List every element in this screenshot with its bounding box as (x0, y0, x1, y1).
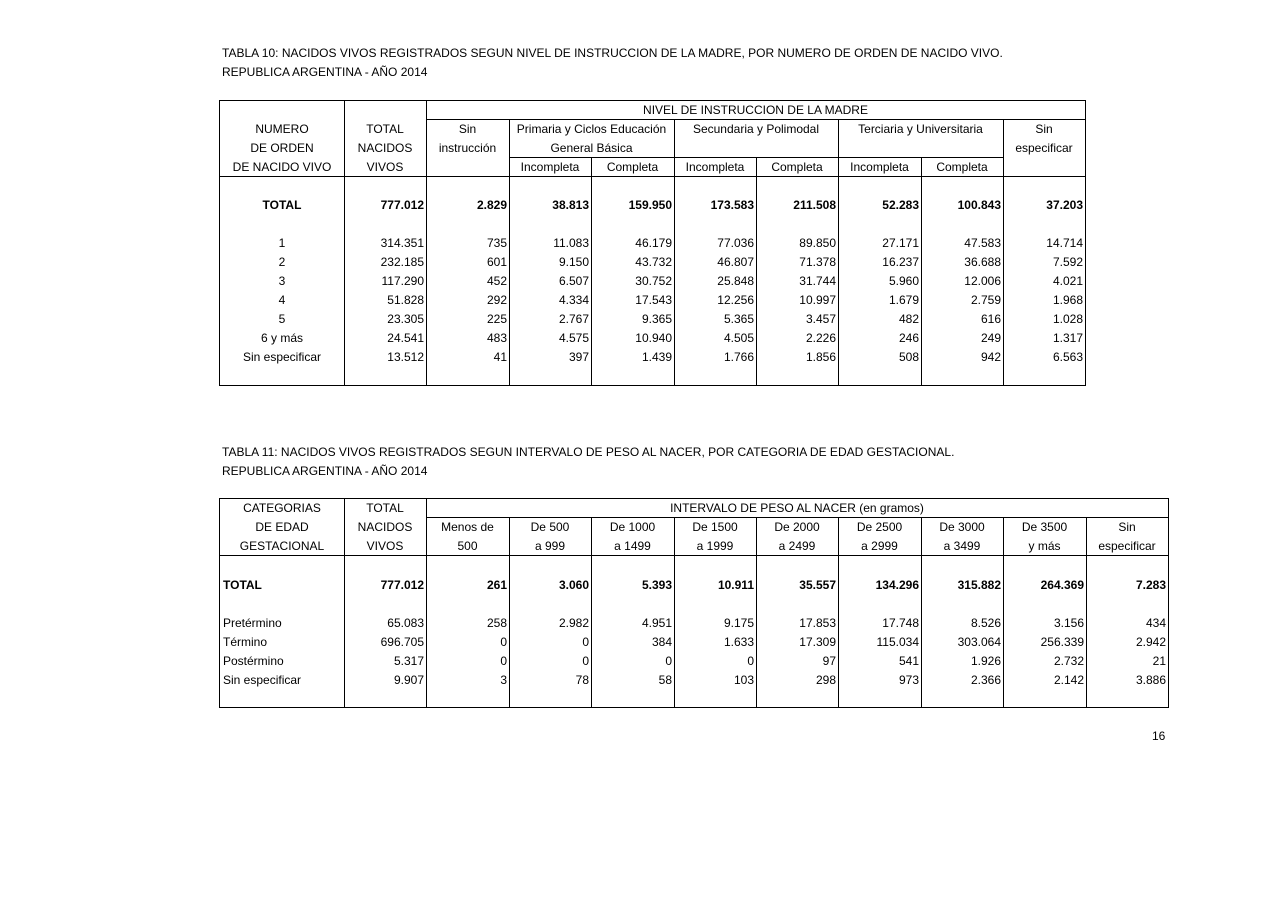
table11-row-label: Término (223, 635, 268, 649)
table10-cell: 4.021 (1052, 274, 1083, 288)
table10-cell: 12.256 (717, 293, 754, 307)
table11-weight-header: De 3000 (939, 520, 985, 534)
table10-cell: 2.759 (970, 293, 1001, 307)
table10-cell: 16.237 (882, 255, 919, 269)
table10-cell: 483 (486, 331, 507, 345)
table10-cell: 508 (898, 350, 919, 364)
table10-cell: 452 (486, 274, 507, 288)
table10-row-label: 1 (278, 236, 286, 250)
table11-cell: 264.369 (1040, 578, 1084, 592)
header-terciaria: Terciaria y Universitaria (858, 122, 983, 136)
table10-cell: 38.813 (552, 198, 589, 212)
table11-weight-header: a 999 (534, 539, 566, 553)
header-categorias: CATEGORIAS (243, 501, 321, 515)
table11-cell: 261 (486, 578, 507, 592)
table11-cell: 7.283 (1135, 578, 1166, 592)
table10-cell: 616 (980, 312, 1001, 326)
table10-title: TABLA 10: NACIDOS VIVOS REGISTRADOS SEGUN NIVEL DE INSTRUCCION DE LA MADRE, POR NUMERO DE ORDEN DE NACIDO VIVO. (222, 46, 1003, 60)
table10-cell: 4.334 (558, 293, 589, 307)
table10-cell: 1.856 (805, 350, 836, 364)
table10-cell: 1.968 (1052, 293, 1083, 307)
page-number: 16 (1152, 729, 1166, 743)
table11-cell: 973 (898, 673, 919, 687)
table11-cell: 0 (582, 635, 589, 649)
table11-subtitle: REPUBLICA ARGENTINA - AÑO 2014 (222, 464, 428, 478)
table10-cell: 37.203 (1046, 198, 1083, 212)
table11-cell: 97 (822, 654, 836, 668)
header-vivos: VIVOS (366, 160, 404, 174)
table10-cell: 10.997 (799, 293, 836, 307)
table11-cell: 3.886 (1135, 673, 1166, 687)
table10-cell: 31.744 (799, 274, 836, 288)
table11-cell: 384 (651, 635, 672, 649)
sub-completa-secundaria: Completa (771, 160, 823, 174)
table11-weight-header: De 2500 (856, 520, 903, 534)
header-primaria-1: Primaria y Ciclos Educación (516, 122, 667, 136)
table10-cell: 2.226 (805, 331, 836, 345)
table11-row-label: Pretérmino (223, 616, 282, 630)
table11-cell: 0 (747, 654, 754, 668)
table11-cell: 5.393 (641, 578, 672, 592)
table11-cell: 298 (815, 673, 836, 687)
table10-cell: 46.807 (717, 255, 754, 269)
table10-cell: 89.850 (799, 236, 836, 250)
table11-cell: 0 (665, 654, 672, 668)
header-sin-especificar-1: Sin (1035, 122, 1053, 136)
table11-cell: 4.951 (641, 616, 672, 630)
table11-cell: 103 (733, 673, 754, 687)
table11-cell: 2.142 (1053, 673, 1084, 687)
table10-cell: 1.028 (1052, 312, 1083, 326)
table11-weight-header: a 1499 (614, 539, 651, 553)
table11-cell: 115.034 (876, 635, 919, 649)
header-vivos: VIVOS (366, 539, 404, 553)
table11-cell: 777.012 (380, 578, 424, 592)
table10-row-label: 4 (278, 293, 286, 307)
table10-cell: 27.171 (882, 236, 919, 250)
table10-cell: 173.583 (710, 198, 754, 212)
table11-cell: 315.882 (957, 578, 1001, 592)
table11-row-label: Sin especificar (223, 673, 302, 687)
table11-row-label: TOTAL (223, 578, 262, 592)
table10-cell: 12.006 (964, 274, 1001, 288)
table10-row-label: 3 (278, 274, 286, 288)
table10-cell: 9.150 (558, 255, 589, 269)
table10-cell: 735 (486, 236, 507, 250)
header-secundaria: Secundaria y Polimodal (692, 122, 820, 136)
table11-weight-header: Sin (1118, 520, 1136, 534)
header-de-edad: DE EDAD (255, 520, 309, 534)
table10-cell: 3.457 (805, 312, 836, 326)
table11-cell: 9.907 (393, 673, 424, 687)
sub-incompleta-primaria: Incompleta (520, 160, 580, 174)
table10-cell: 100.843 (957, 198, 1001, 212)
table10-cell: 1.766 (723, 350, 754, 364)
header-sin-especificar-2: especificar (1015, 141, 1073, 155)
table11-cell: 134.296 (875, 578, 919, 592)
table10-cell: 23.305 (387, 312, 424, 326)
table11-cell: 2.942 (1135, 635, 1166, 649)
sub-incompleta-secundaria: Incompleta (685, 160, 745, 174)
table11-cell: 3.156 (1053, 616, 1084, 630)
header-numero: NUMERO (255, 122, 309, 136)
header-gestacional: GESTACIONAL (239, 539, 325, 553)
table10-subtitle: REPUBLICA ARGENTINA - AÑO 2014 (222, 65, 428, 79)
table10-cell: 5.960 (888, 274, 919, 288)
table10-cell: 71.378 (799, 255, 836, 269)
header-sin-instruccion-1: Sin (458, 122, 477, 136)
table10-cell: 43.732 (635, 255, 672, 269)
table10-cell: 314.351 (380, 236, 424, 250)
table11-cell: 21 (1152, 654, 1166, 668)
table11-cell: 17.309 (799, 635, 836, 649)
table11-cell: 9.175 (723, 616, 754, 630)
table10-cell: 7.592 (1052, 255, 1083, 269)
table10-cell: 1.679 (888, 293, 919, 307)
table10-cell: 14.714 (1046, 236, 1083, 250)
table10-cell: 246 (898, 331, 919, 345)
table10-cell: 4.575 (558, 331, 589, 345)
table11-cell: 303.064 (957, 635, 1001, 649)
table10-cell: 1.439 (641, 350, 672, 364)
table11-weight-header: 500 (457, 539, 478, 553)
table11-weight-header: a 2999 (861, 539, 898, 553)
table10-row-label: 5 (278, 312, 286, 326)
table10-cell: 601 (486, 255, 507, 269)
table11-cell: 0 (582, 654, 589, 668)
table11-weight-header: De 500 (530, 520, 570, 534)
table10-cell: 41 (493, 350, 507, 364)
table10-cell: 777.012 (380, 198, 424, 212)
table11-cell: 35.557 (799, 578, 836, 592)
table10-cell: 249 (980, 331, 1001, 345)
table10-cell: 47.583 (964, 236, 1001, 250)
table11-weight-header: y más (1028, 539, 1061, 553)
table11-cell: 58 (658, 673, 672, 687)
table10-cell: 24.541 (387, 331, 424, 345)
table10-cell: 211.508 (793, 198, 836, 212)
table11-weight-header: De 3500 (1021, 520, 1068, 534)
table11-weight-header: De 1500 (692, 520, 738, 534)
header-de-nacido-vivo: DE NACIDO VIVO (232, 160, 332, 174)
table10-row-label: 6 y más (260, 331, 303, 345)
table10-cell: 30.752 (635, 274, 672, 288)
table11-cell: 2.732 (1053, 654, 1084, 668)
table10-cell: 36.688 (964, 255, 1001, 269)
table11-cell: 2.366 (970, 673, 1001, 687)
table11-cell: 256.339 (1040, 635, 1084, 649)
table11-cell: 1.633 (723, 635, 754, 649)
table11-weight-header: Menos de (441, 520, 494, 534)
header-de-orden: DE ORDEN (250, 141, 314, 155)
header-sin-instruccion-2: instrucción (438, 141, 497, 155)
table10-cell: 397 (568, 350, 589, 364)
table10-cell: 10.940 (635, 331, 672, 345)
table10-cell: 292 (486, 293, 507, 307)
table11-cell: 5.317 (393, 654, 424, 668)
table11-cell: 17.853 (799, 616, 836, 630)
table10-cell: 2.829 (476, 198, 507, 212)
table11-cell: 0 (500, 654, 507, 668)
table10-cell: 13.512 (387, 350, 424, 364)
table10-cell: 482 (898, 312, 919, 326)
table11-cell: 3.060 (558, 578, 589, 592)
table11-row-label: Postérmino (223, 654, 284, 668)
table11-weight-header: De 1000 (609, 520, 656, 534)
table11-cell: 78 (575, 673, 589, 687)
table10-cell: 51.828 (387, 293, 424, 307)
table11-cell: 1.926 (970, 654, 1001, 668)
sub-incompleta-terciaria: Incompleta (850, 160, 909, 174)
table10-row-label: Sin especificar (242, 350, 322, 364)
table10-cell: 52.283 (882, 198, 919, 212)
table10-cell: 1.317 (1052, 331, 1083, 345)
table11-weight-header: a 1999 (696, 539, 734, 553)
table10-cell: 9.365 (641, 312, 672, 326)
table11-weight-header: De 2000 (774, 520, 820, 534)
table11-cell: 258 (486, 616, 507, 630)
table11-cell: 65.083 (387, 616, 424, 630)
table11-weight-header: a 2499 (778, 539, 816, 553)
table11-title: TABLA 11: NACIDOS VIVOS REGISTRADOS SEGUN INTERVALO DE PESO AL NACER, POR CATEGORIA DE EDAD GESTACIONAL. (222, 445, 955, 459)
table10-cell: 46.179 (635, 236, 672, 250)
table10-cell: 942 (980, 350, 1001, 364)
header-nacidos: NACIDOS (357, 141, 413, 155)
table11-cell: 434 (1145, 616, 1166, 630)
table10-cell: 6.507 (558, 274, 589, 288)
table11-cell: 8.526 (970, 616, 1001, 630)
table10-group-header: NIVEL DE INSTRUCCION DE LA MADRE (643, 103, 868, 117)
header-nacidos: NACIDOS (357, 520, 413, 534)
table10-cell: 5.365 (723, 312, 754, 326)
table10-cell: 232.185 (380, 255, 424, 269)
sub-completa-terciaria: Completa (936, 160, 988, 174)
table10 (219, 100, 1086, 386)
table10-cell: 77.036 (717, 236, 754, 250)
sub-completa-primaria: Completa (606, 160, 659, 174)
table11-weight-header: especificar (1098, 539, 1156, 553)
table10-cell: 11.083 (553, 236, 589, 250)
table10-row-label: TOTAL (262, 198, 302, 212)
table10-cell: 17.543 (635, 293, 672, 307)
table10-cell: 159.950 (628, 198, 672, 212)
table11-cell: 696.705 (380, 635, 424, 649)
table11-weight-header: a 3499 (943, 539, 981, 553)
table11-cell: 17.748 (882, 616, 919, 630)
table10-cell: 2.767 (558, 312, 589, 326)
table10-cell: 25.848 (717, 274, 754, 288)
table11-cell: 2.982 (558, 616, 589, 630)
table11-cell: 0 (500, 635, 507, 649)
table11 (219, 498, 1169, 708)
table10-cell: 117.290 (381, 274, 424, 288)
header-primaria-2: General Básica (550, 141, 633, 155)
table10-row-label: 2 (278, 255, 286, 269)
header-total: TOTAL (366, 122, 404, 136)
table10-cell: 225 (486, 312, 507, 326)
table11-cell: 10.911 (717, 578, 754, 592)
table11-cell: 541 (898, 654, 919, 668)
table10-cell: 4.505 (723, 331, 754, 345)
table11-cell: 3 (500, 673, 507, 687)
table11-group-header: INTERVALO DE PESO AL NACER (en gramos) (670, 501, 924, 515)
table10-cell: 6.563 (1052, 350, 1083, 364)
header-total: TOTAL (366, 501, 404, 515)
